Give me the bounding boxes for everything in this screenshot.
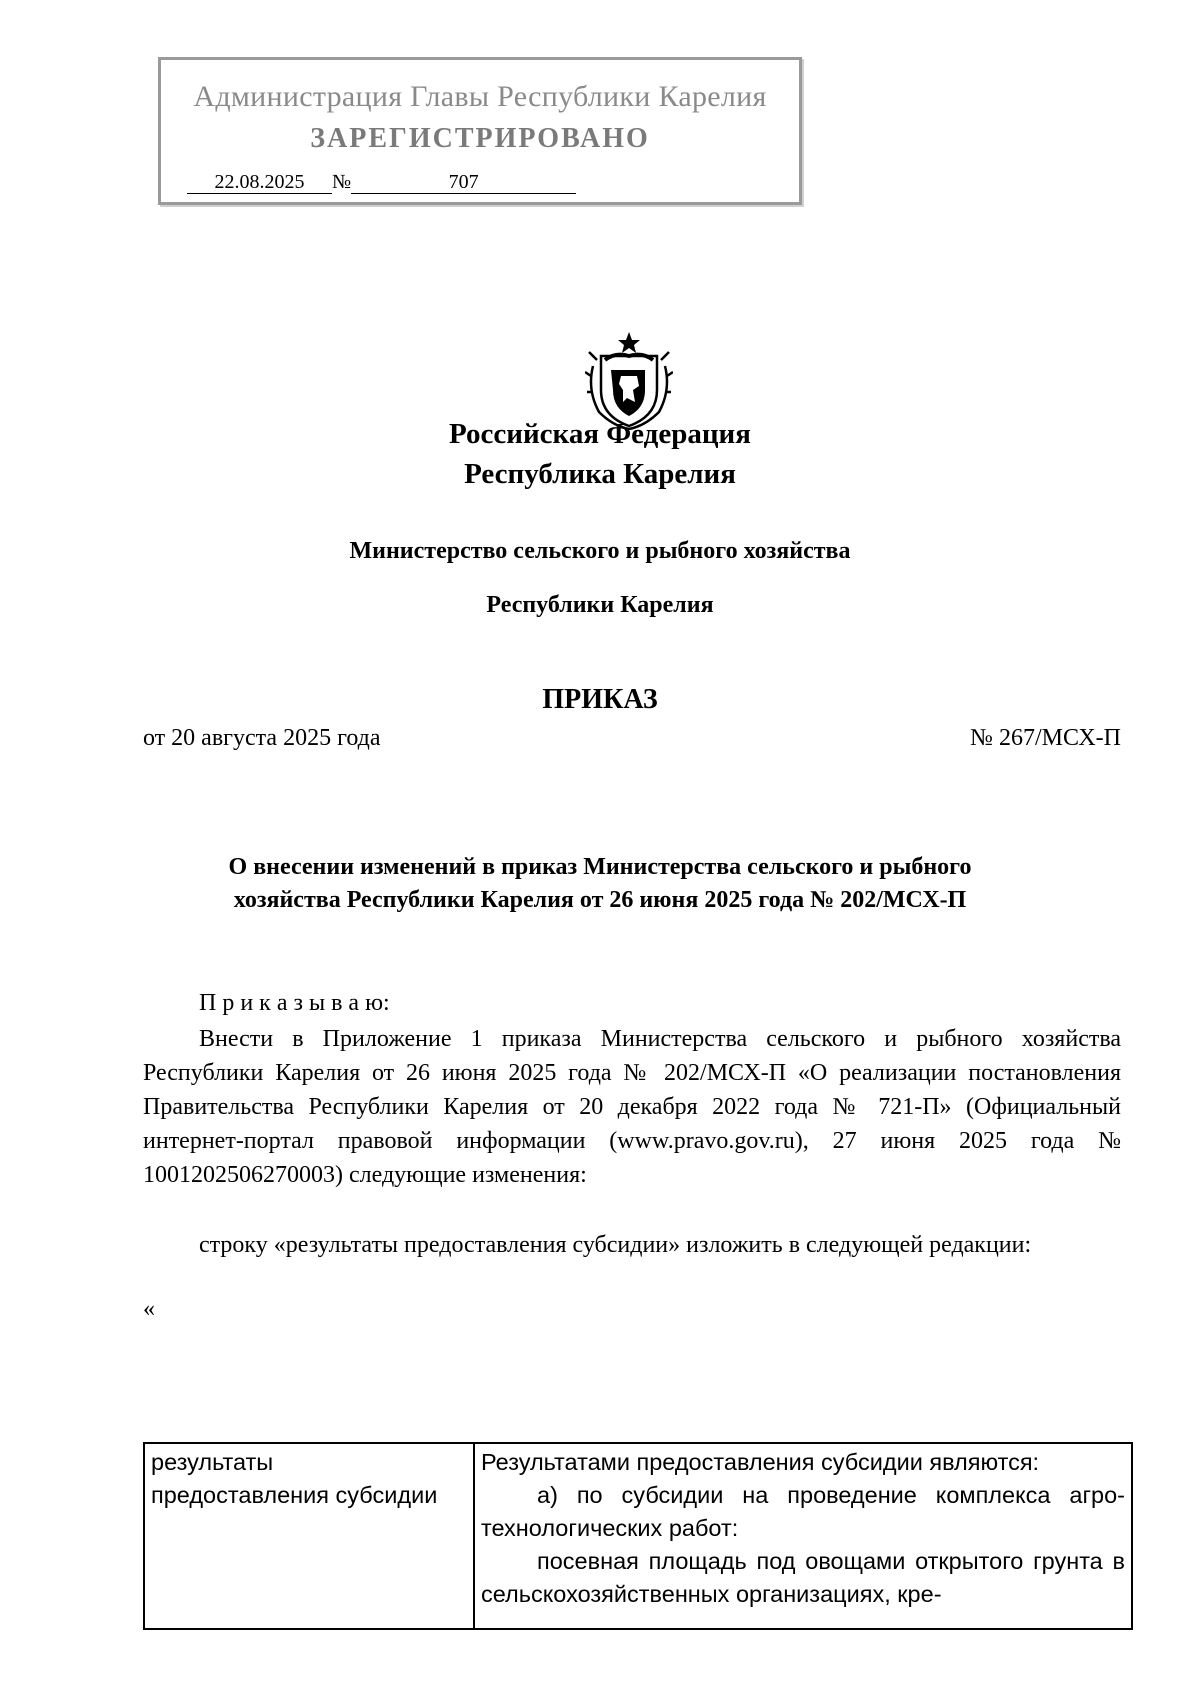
stamp-number: 707: [351, 171, 576, 194]
table-cell-content: [474, 1443, 1132, 1629]
table-label-line2: предоставления субсидии: [151, 1482, 438, 1508]
registration-stamp: [158, 57, 802, 205]
header-ministry-line1: Министерство сельского и рыбного хозяйства: [349, 538, 851, 564]
body-paragraph-2: строку «результаты предоставления субсидии» изложить в следующей редакции:: [199, 1232, 1032, 1258]
document-type: ПРИКАЗ: [542, 684, 658, 715]
table-content-line2: а) по субсидии на проведение комплекса агро-технологических работ:: [481, 1482, 1125, 1541]
title-line2: хозяйства Республики Карелия от 26 июня 2025 года № 202/МСХ-П: [233, 887, 967, 913]
table-content-line3: посевная площадь под овощами открытого грунта в сельскохозяйственных организациях, кре-: [481, 1548, 1125, 1607]
table-cell-label: [144, 1443, 474, 1629]
document-date: от 20 августа 2025 года: [143, 725, 381, 751]
body-paragraph-1: Внести в Приложение 1 приказа Министерства сельского и рыбного хозяйства Республики Карелия от 26 июня 2025 года № 202/МСХ-П «О реализации постановления Правительства Республики Карелия от 20 декабря 2022 года № 721-П» (Официальный интернет-портал правовой информации (www.pravo.gov.ru), 27 июня 2025 года № 1001202506270003) следующие изменения:: [143, 1026, 1121, 1188]
coat-of-arms-emblem: [585, 330, 673, 430]
quote-open: «: [143, 1296, 155, 1322]
order-word: П р и к а з ы в а ю:: [199, 990, 390, 1016]
title-line1: О внесении изменений в приказ Министерства сельского и рыбного: [228, 854, 972, 880]
stamp-registration-row: [187, 171, 576, 194]
header-country: Российская Федерация: [449, 418, 751, 450]
table-content-line1: Результатами предоставления субсидии являются:: [481, 1449, 1040, 1475]
header-republic: Республика Карелия: [464, 458, 736, 490]
header-ministry-line2: Республики Карелия: [486, 592, 714, 618]
results-table: [143, 1442, 1133, 1630]
document-number: № 267/МСХ-П: [970, 725, 1121, 751]
table-row: [144, 1443, 1132, 1629]
stamp-registered: ЗАРЕГИСТРИРОВАНО: [310, 123, 650, 154]
stamp-authority: Администрация Главы Республики Карелия: [193, 80, 767, 113]
stamp-number-label: №: [332, 171, 352, 193]
table-label-line1: результаты: [151, 1449, 274, 1475]
stamp-date: 22.08.2025: [187, 171, 332, 194]
